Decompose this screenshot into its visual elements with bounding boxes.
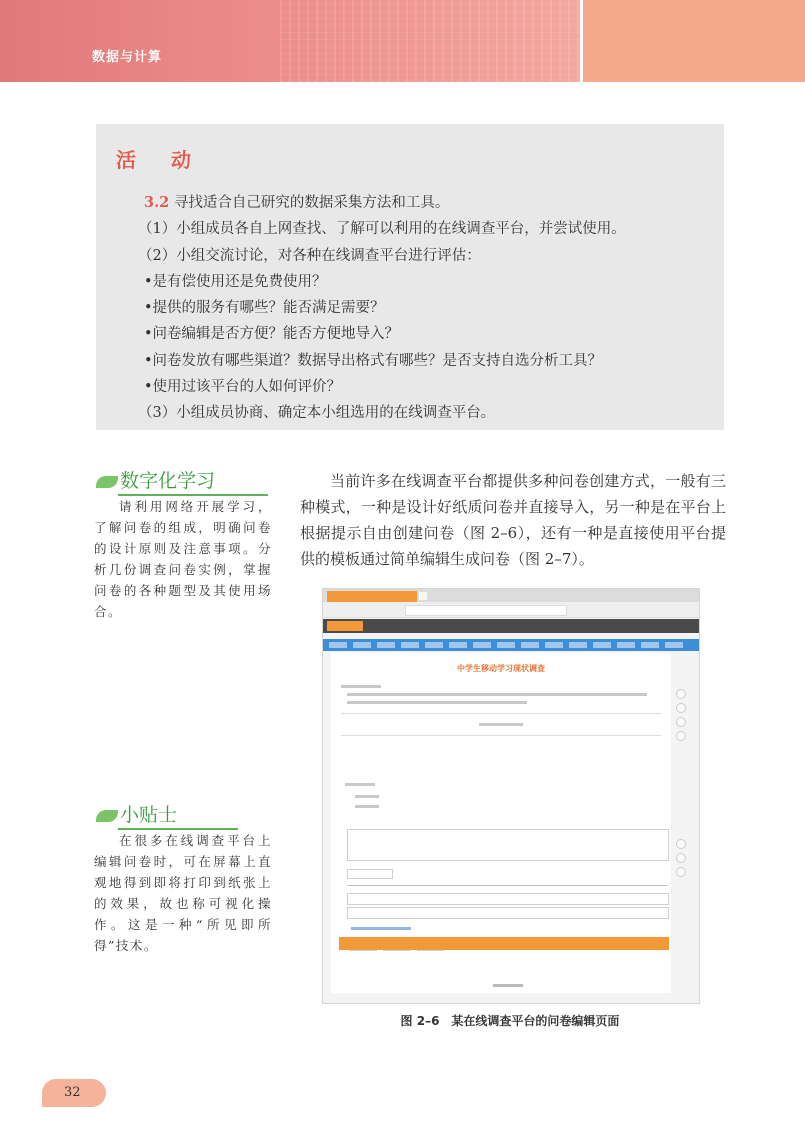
activity-line: （3）小组成员协商、确定本小组选用的在线调查平台。	[138, 405, 496, 422]
figure-screenshot	[322, 588, 700, 1004]
activity-number: 3.2	[144, 194, 170, 211]
finish-edit-bar	[339, 937, 669, 950]
tip-heading: 小贴士	[96, 800, 177, 827]
activity-line: •问卷发放有哪些渠道？数据导出格式有哪些？是否支持自选分析工具？	[144, 352, 603, 369]
browser-address-bar	[323, 602, 699, 618]
activity-content	[138, 190, 626, 427]
editor-toolbar	[323, 639, 699, 651]
main-paragraph: 当前许多在线调查平台都提供多种问卷创建方式，一般有三种模式，一种是设计好纸质问卷并直接导入，另一种是在平台上根据提示自由创建问卷（图 2–6），还有一种是直接使用平台提供的模板通过简单编辑生成问卷（图 2–7）。	[300, 472, 726, 568]
activity-line: •问卷编辑是否方便？能否方便地导入？	[144, 326, 400, 343]
activity-box	[96, 124, 724, 430]
figure-caption: 图 2–6 某在线调查平台的问卷编辑页面	[400, 1014, 620, 1028]
digital-learning-heading: 数字化学习	[96, 466, 215, 493]
browser-tabbar	[323, 589, 699, 602]
page-number: 32	[64, 1085, 81, 1100]
chapter-title: 数据与计算	[92, 50, 163, 65]
activity-title: 活 动	[116, 148, 205, 172]
tip-text: 在很多在线调查平台上编辑问卷时，可在屏幕上直观地得到即将打印到纸张上的效果，故也称可视化操作。这是一种“所见即所得”技术。	[94, 833, 272, 953]
activity-line: •提供的服务有哪些？能否满足需要？	[144, 300, 385, 317]
digital-learning-text: 请利用网络开展学习，了解问卷的组成，明确问卷的设计原则及注意事项。分析几份调查问卷实例，掌握问卷的各种题型及其使用场合。	[94, 499, 272, 619]
leaf-icon	[96, 810, 118, 822]
leaf-icon	[96, 476, 118, 488]
header-banner	[0, 0, 580, 82]
activity-line: （2）小组交流讨论，对各种在线调查平台进行评估：	[138, 247, 481, 264]
survey-title: 中学生移动学习现状调查	[457, 664, 545, 673]
page-number-badge	[42, 1079, 106, 1107]
activity-line: •是有偿使用还是免费使用？	[144, 273, 327, 290]
activity-line: 寻找适合自己研究的数据采集方法和工具。	[173, 195, 450, 211]
header-banner-right	[583, 0, 805, 82]
add-question-button	[473, 981, 543, 991]
activity-line: （1）小组成员各自上网查找、了解可以利用的在线调查平台，并尝试使用。	[138, 221, 626, 238]
activity-line: •使用过该平台的人如何评价？	[144, 379, 342, 396]
side-tools	[675, 689, 685, 909]
app-header	[323, 619, 699, 633]
